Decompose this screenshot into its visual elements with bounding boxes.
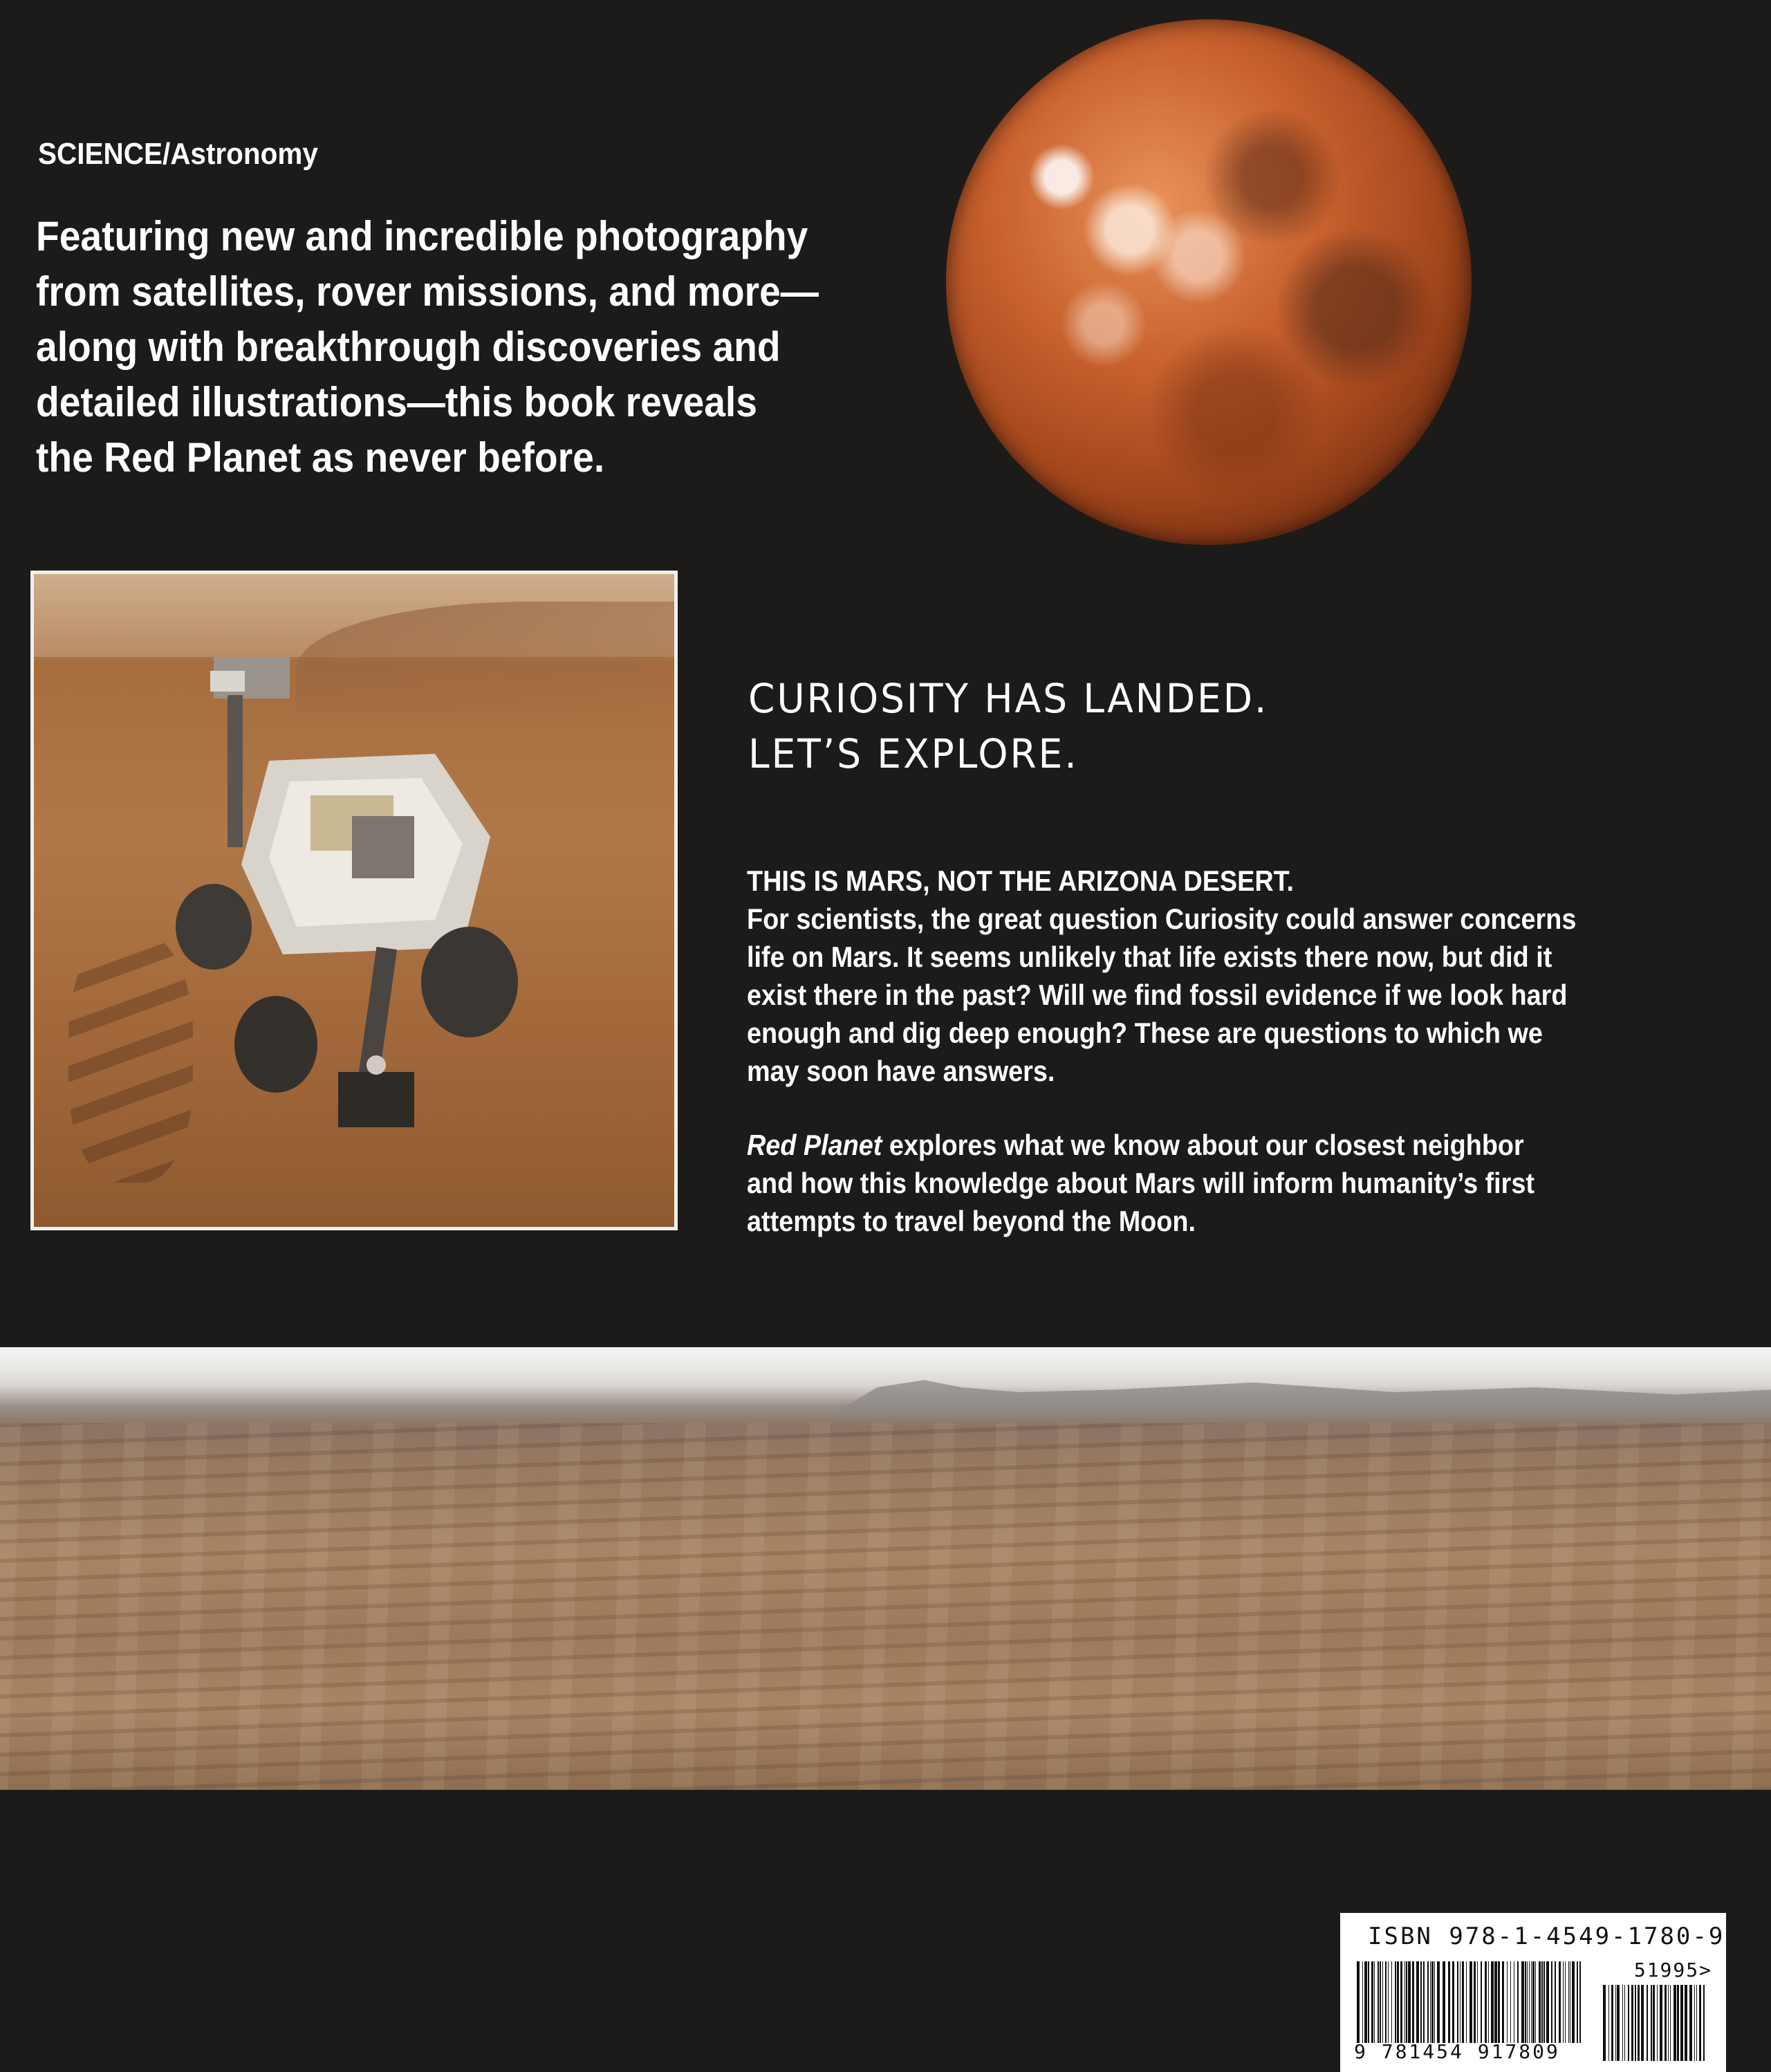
- barcode-bar: [1460, 1961, 1461, 2043]
- barcode-bar: [1531, 1961, 1532, 2043]
- barcode-bar: [1452, 1961, 1454, 2043]
- barcode-bar: [1382, 1961, 1383, 2043]
- barcode-bar: [1371, 1961, 1373, 2043]
- body-line: enough and dig deep enough? These are questions to which we: [747, 1017, 1543, 1049]
- intro-line: detailed illustrations—this book reveals: [36, 379, 757, 425]
- barcode-bar: [1559, 1961, 1561, 2043]
- barcode-bar: [1577, 1961, 1578, 2043]
- barcode-bar: [1565, 1961, 1566, 2043]
- barcode-bar: [1485, 1961, 1487, 2043]
- barcode-bar: [1668, 1985, 1669, 2061]
- barcode-bar: [1477, 1961, 1478, 2043]
- barcode-bar: [1404, 1961, 1405, 2043]
- barcode-bar: [1517, 1961, 1519, 2043]
- barcode-bar: [1416, 1961, 1419, 2043]
- barcode-bar: [1529, 1961, 1530, 2043]
- barcode-bar: [1551, 1961, 1552, 2043]
- barcode-bar: [1502, 1961, 1504, 2043]
- panorama-terrain: [0, 1423, 1771, 1790]
- barcode-bar: [1469, 1961, 1472, 2043]
- barcode-bar: [1527, 1961, 1528, 2043]
- barcode-bar: [1572, 1961, 1575, 2043]
- barcode-bar: [1631, 1985, 1633, 2061]
- barcode-bar: [1555, 1961, 1556, 2043]
- barcode-bar: [1670, 1985, 1671, 2061]
- barcode-bar: [1608, 1985, 1609, 2061]
- barcode-bar: [1491, 1961, 1494, 2043]
- curiosity-rover-photo: [30, 571, 678, 1230]
- barcode-bar: [1677, 1985, 1679, 2061]
- barcode-bar: [1694, 1985, 1695, 2061]
- barcode-bar: [1474, 1961, 1476, 2043]
- barcode-bar: [1466, 1961, 1467, 2043]
- barcode-bar: [1622, 1985, 1623, 2061]
- barcode-bar: [1481, 1961, 1482, 2043]
- barcode-bar: [1431, 1961, 1434, 2043]
- barcode-bar: [1603, 1985, 1606, 2061]
- barcode-bar: [1703, 1985, 1705, 2061]
- barcode-bar: [1685, 1985, 1687, 2061]
- barcode-bar: [1378, 1961, 1379, 2043]
- barcode-bar: [1510, 1961, 1511, 2043]
- barcode-bar: [1395, 1961, 1396, 2043]
- barcode-bar: [1430, 1961, 1431, 2043]
- barcode-bar: [1525, 1961, 1526, 2043]
- barcode-bar: [1611, 1985, 1613, 2061]
- rover-illustration: [172, 657, 532, 1141]
- barcode-bar: [1665, 1985, 1667, 2061]
- body-line: exist there in the past? Will we find fossil evidence if we look hard: [747, 979, 1568, 1011]
- body-paragraph-2: [747, 1126, 1535, 1240]
- headline: [748, 671, 1405, 781]
- barcode-bar: [1412, 1961, 1414, 2043]
- barcode-bar: [1543, 1961, 1545, 2043]
- barcode-bar: [1364, 1961, 1367, 2043]
- barcode-bar: [1380, 1961, 1381, 2043]
- barcode-bar: [1689, 1985, 1692, 2061]
- headline-line: CURIOSITY HAS LANDED.: [748, 675, 1269, 722]
- body-text: [747, 862, 1577, 1240]
- barcode-bar: [1568, 1961, 1569, 2043]
- barcode-bar: [1368, 1961, 1369, 2043]
- barcode-bar: [1539, 1961, 1541, 2043]
- barcode-bar: [1385, 1961, 1387, 2043]
- intro-line: from satellites, rover missions, and more—: [36, 268, 819, 315]
- barcode-bar: [1563, 1961, 1564, 2043]
- body-line: [747, 1126, 1525, 1164]
- barcode-bar: [1635, 1985, 1636, 2061]
- headline-line: LET’S EXPLORE.: [748, 730, 1079, 777]
- barcode-bar: [1653, 1985, 1655, 2061]
- barcode-bar: [1397, 1961, 1399, 2043]
- barcode-bar: [1437, 1961, 1440, 2043]
- mars-globe-image: [946, 19, 1472, 545]
- barcode-bar: [1391, 1961, 1392, 2043]
- barcode-bar: [1617, 1985, 1620, 2061]
- body-paragraph-1: [747, 862, 1577, 1090]
- book-title: Red Planet: [747, 1129, 882, 1161]
- intro-line: Featuring new and incredible photography: [36, 213, 808, 259]
- barcode-bar: [1406, 1961, 1407, 2043]
- barcode-bar: [1673, 1985, 1676, 2061]
- barcode-bar: [1448, 1961, 1450, 2043]
- barcode-bar: [1541, 1961, 1543, 2043]
- barcode-bar: [1362, 1961, 1363, 2043]
- barcode-addon-bars: [1602, 1985, 1705, 2061]
- barcode-bar: [1647, 1985, 1648, 2061]
- barcode-main-bars: [1355, 1961, 1584, 2043]
- barcode-bar: [1423, 1961, 1425, 2043]
- barcode-bar: [1443, 1961, 1445, 2043]
- category-label: SCIENCE/Astronomy: [38, 137, 318, 171]
- barcode-bar: [1427, 1961, 1429, 2043]
- panorama-mountains: [830, 1368, 1771, 1416]
- body-line: life on Mars. It seems unlikely that life exists there now, but did it: [747, 941, 1552, 973]
- barcode-bar: [1457, 1961, 1458, 2043]
- barcode-bar: [1498, 1961, 1500, 2043]
- barcode-bar: [1657, 1985, 1658, 2061]
- barcode-bar: [1388, 1961, 1389, 2043]
- barcode-bar: [1628, 1985, 1629, 2061]
- barcode-bar: [1699, 1985, 1701, 2061]
- barcode-bar: [1546, 1961, 1549, 2043]
- barcode-bar: [1488, 1961, 1489, 2043]
- barcode-bar: [1420, 1961, 1422, 2043]
- body-line: and how this knowledge about Mars will inform humanity’s first: [747, 1167, 1535, 1199]
- barcode-bar: [1521, 1961, 1524, 2043]
- barcode-bar: [1434, 1961, 1435, 2043]
- barcode-bar: [1357, 1961, 1360, 2043]
- barcode-bar: [1507, 1961, 1508, 2043]
- barcode-bar: [1462, 1961, 1464, 2043]
- barcode-digits: 9 781454 917809: [1354, 2040, 1560, 2063]
- barcode-bar: [1624, 1985, 1625, 2061]
- barcode-bar: [1651, 1985, 1652, 2061]
- body-line-rest: explores what we know about our closest neighbor: [882, 1129, 1524, 1161]
- body-line: THIS IS MARS, NOT THE ARIZONA DESERT.: [747, 864, 1295, 897]
- body-line: may soon have answers.: [747, 1055, 1055, 1087]
- barcode-bar: [1641, 1985, 1644, 2061]
- barcode-bar: [1408, 1961, 1411, 2043]
- intro-line: the Red Planet as never before.: [36, 434, 605, 481]
- intro-line: along with breakthrough discoveries and: [36, 324, 781, 370]
- barcode-bar: [1680, 1985, 1683, 2061]
- barcode-bar: [1615, 1985, 1616, 2061]
- body-line: For scientists, the great question Curiosity could answer concerns: [747, 903, 1577, 935]
- mars-panorama-image: [0, 1347, 1771, 1790]
- isbn-text: ISBN 978-1-4549-1780-9: [1368, 1923, 1725, 1950]
- intro-paragraph: [36, 209, 831, 485]
- barcode-bar: [1579, 1961, 1581, 2043]
- barcode-bar: [1400, 1961, 1402, 2043]
- barcode-box: [1340, 1913, 1726, 2072]
- barcode-bar: [1532, 1961, 1534, 2043]
- barcode-bar: [1638, 1985, 1640, 2061]
- barcode-bar: [1535, 1961, 1536, 2043]
- body-line: attempts to travel beyond the Moon.: [747, 1205, 1196, 1237]
- barcode-bar: [1374, 1961, 1375, 2043]
- price-code: 51995>: [1633, 1959, 1712, 1981]
- barcode-bar: [1696, 1985, 1697, 2061]
- barcode-bar: [1494, 1961, 1497, 2043]
- barcode-bar: [1660, 1985, 1662, 2061]
